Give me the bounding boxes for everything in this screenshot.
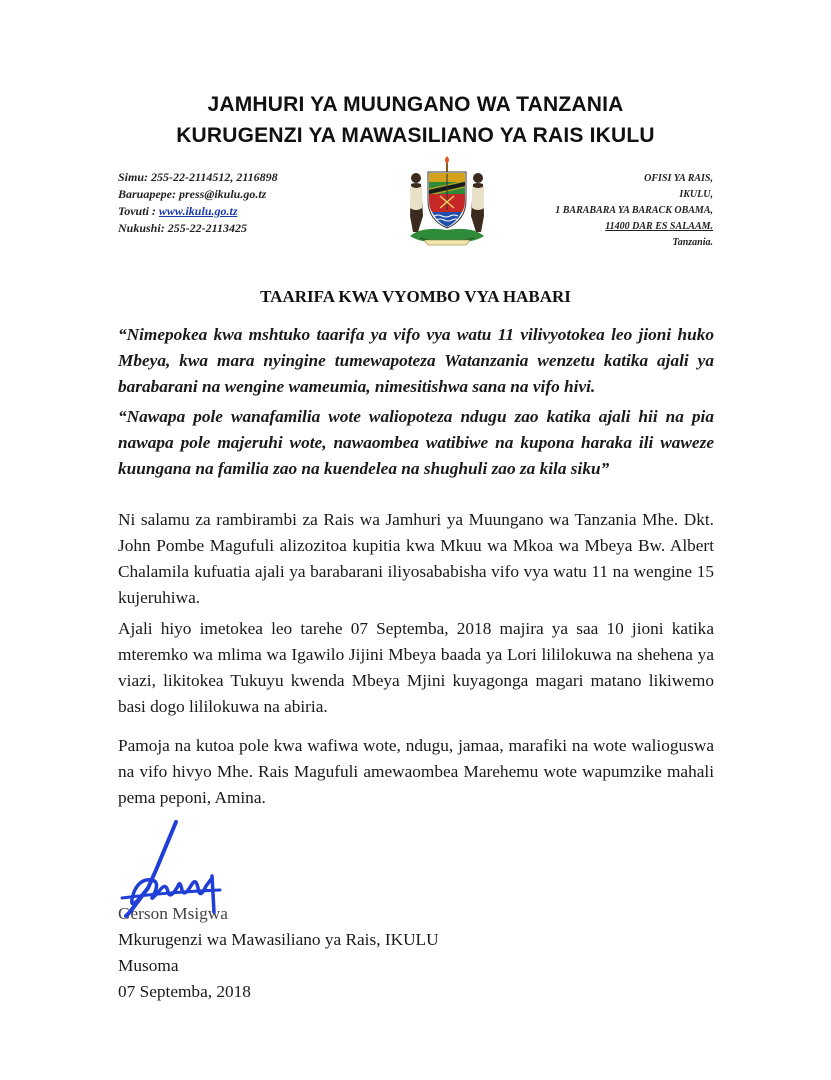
handwritten-signature-icon <box>108 820 228 920</box>
website-label: Tovuti : <box>118 204 159 218</box>
header-title-line1: JAMHURI YA MUUNGANO WA TANZANIA <box>207 93 624 116</box>
fax-number: Nukushi: 255-22-2113425 <box>118 221 248 235</box>
quote-paragraph-1: “Nimepokea kwa mshtuko taarifa ya vifo vya watu 11 vilivyotokea leo jioni huko Mbeya, kwa mara nyingine tumewapoteza Watanzania wenzetu katika ajali ya barabarani na wengine wameumia, nimesitishwa sana na vifo hivi. <box>118 325 714 396</box>
signatory-name: Gerson Msigwa <box>118 904 228 923</box>
body-paragraph-3: Pamoja na kutoa pole kwa wafiwa wote, ndugu, jamaa, marafiki na wote walioguswa na vifo hivyo Mhe. Rais Magufuli amewaombea Marehemu wote wapumzike mahali pema peponi, Amina. <box>118 736 714 807</box>
address-line: OFISI YA RAIS, <box>644 173 713 184</box>
header-title-line2: KURUGENZI YA MAWASILIANO YA RAIS IKULU <box>176 124 655 147</box>
signatory-title: Mkurugenzi wa Mawasiliano ya Rais, IKULU <box>118 930 439 949</box>
email-address: Baruapepe: press@ikulu.go.tz <box>118 187 267 201</box>
address-country: Tanzania. <box>672 237 713 248</box>
coat-of-arms-icon <box>402 156 492 248</box>
office-address <box>555 171 713 251</box>
website-link[interactable]: www.ikulu.go.tz <box>158 204 238 218</box>
address-line: IKULU, <box>679 189 713 200</box>
quote-paragraph-2: “Nawapa pole wanafamilia wote waliopoteza ndugu zao katika ajali hii na pia nawapa pole majeruhi wote, nawaombea watibiwe na kupona haraka ili waweze kuungana na familia zao na kuendelea na shughuli zao za kila siku” <box>118 407 714 478</box>
body-paragraph-2: Ajali hiyo imetokea leo tarehe 07 Septemba, 2018 majira ya saa 10 jioni katika mteremko wa mlima wa Igawilo Jijini Mbeya baada ya Lori lililokuwa na shehena ya viazi, likitokea Tukuyu kwenda Mbeya Mjini kuyagonga magari matano likiwemo basi dogo lililokuwa na abiria. <box>118 619 714 716</box>
website-row <box>118 203 278 220</box>
address-line: 11400 DAR ES SALAAM. <box>605 221 713 232</box>
contact-details <box>118 169 278 237</box>
signoff-place: Musoma <box>118 956 179 975</box>
signoff-date: 07 Septemba, 2018 <box>118 982 251 1001</box>
address-line: 1 BARABARA YA BARACK OBAMA, <box>555 205 713 216</box>
body-paragraph-1: Ni salamu za rambirambi za Rais wa Jamhuri ya Muungano wa Tanzania Mhe. Dkt. John Pombe Magufuli alizozitoa kupitia kwa Mkuu wa Mkoa wa Mbeya Bw. Albert Chalamila kufuatia ajali ya barabarani iliyosababisha vifo vya watu 11 na wengine 15 kujeruhiwa. <box>118 510 714 607</box>
document-heading: TAARIFA KWA VYOMBO VYA HABARI <box>260 287 571 306</box>
phone-number: Simu: 255-22-2114512, 2116898 <box>118 170 278 184</box>
